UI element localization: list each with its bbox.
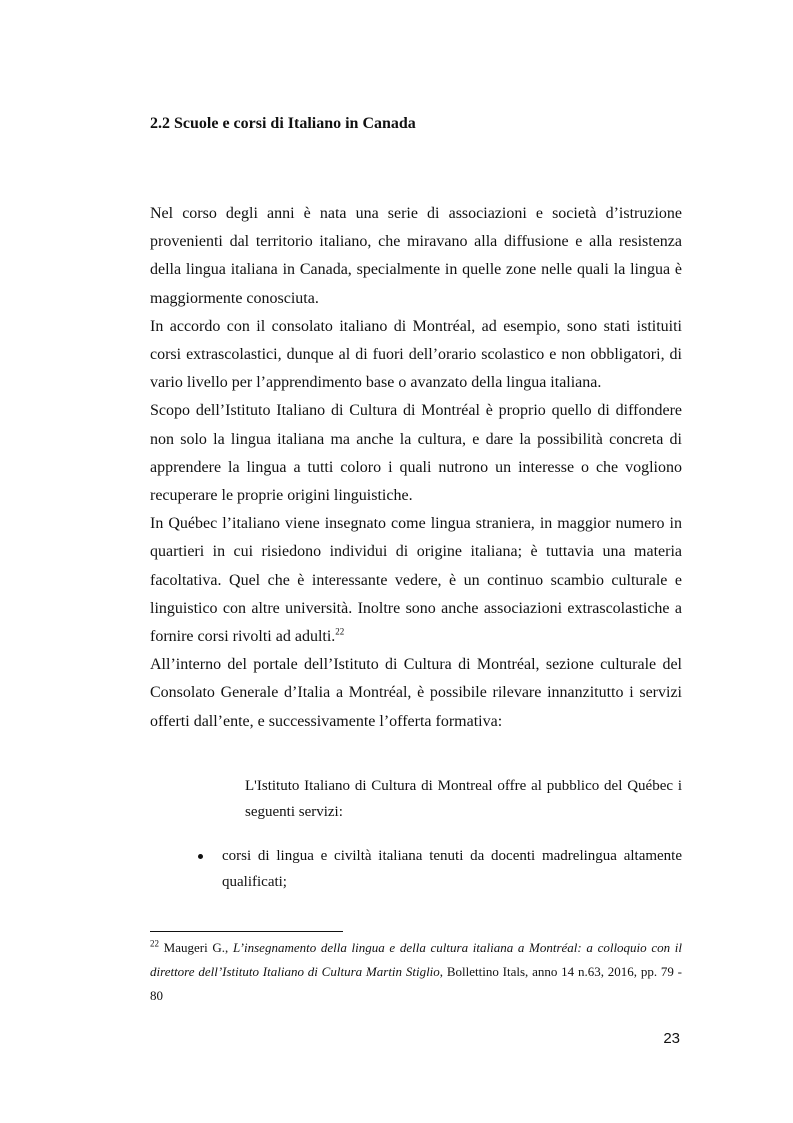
section-heading: 2.2 Scuole e corsi di Italiano in Canada: [150, 115, 416, 132]
body-text: [150, 200, 682, 736]
page-number: 23: [663, 1030, 680, 1047]
paragraph-3: Scopo dell’Istituto Italiano di Cultura di Montréal è proprio quello di diffondere non solo la lingua italiana ma anche la cultura, e dare la possibilità concreta di apprendere la lingua a tutti coloro i quali nutrono un interesse o che vogliono recuperare le proprie origini linguistiche.: [150, 402, 682, 505]
list-item-text: corsi di lingua e civiltà italiana tenuti da docenti madrelingua altamente qualificati;: [222, 848, 682, 890]
footnote-reference[interactable]: 22: [335, 626, 345, 637]
paragraph-4: [150, 510, 682, 651]
paragraph-1: Nel corso degli anni è nata una serie di associazioni e società d’istruzione provenienti dal territorio italiano, che miravano alla diffusione e alla resistenza della lingua italiana in Canada, specialmente in quelle zone nelle quali la lingua è maggiormente conosciuta.: [150, 205, 682, 307]
paragraph-4-text: In Québec l’italiano viene insegnato come lingua straniera, in maggior numero in quartieri in cui risiedono individui di origine italiana; è tuttavia una materia facoltativa. Quel che è interessante vedere, è un continuo scambio culturale e linguistico con altre università. Inoltre sono anche associazioni extrascolastiche a fornire corsi rivolti ad adulti.: [150, 515, 682, 646]
footnote-source: , Bollettino Itals, anno 14 n.63, 2016, pp. 79 - 80: [150, 964, 682, 1003]
services-list: [198, 843, 682, 895]
footnote-title: L’insegnamento della lingua e della cultura italiana a Montréal: a colloquio con il direttore dell’Istituto Italiano di Cultura Martin Stiglio: [150, 940, 682, 979]
paragraph-5: All’interno del portale dell’Istituto di Cultura di Montréal, sezione culturale del Consolato Generale d’Italia a Montréal, è possibile rilevare innanzitutto i servizi offerti dall’ente, e successivamente l’offerta formativa:: [150, 656, 682, 730]
block-quote: L'Istituto Italiano di Cultura di Montreal offre al pubblico del Québec i seguenti servizi:: [245, 778, 682, 820]
footnote-separator: [150, 931, 343, 932]
list-item: [198, 843, 682, 895]
footnote-number: 22: [150, 938, 159, 949]
paragraph-2: In accordo con il consolato italiano di Montréal, ad esempio, sono stati istituiti corsi extrascolastici, dunque al di fuori dell’orario scolastico e non obbligatori, di vario livello per l’apprendimento base o avanzato della lingua italiana.: [150, 317, 682, 392]
footnote: [150, 936, 682, 1008]
footnote-author: Maugeri G.,: [163, 940, 233, 955]
bullet-icon: [198, 854, 203, 859]
